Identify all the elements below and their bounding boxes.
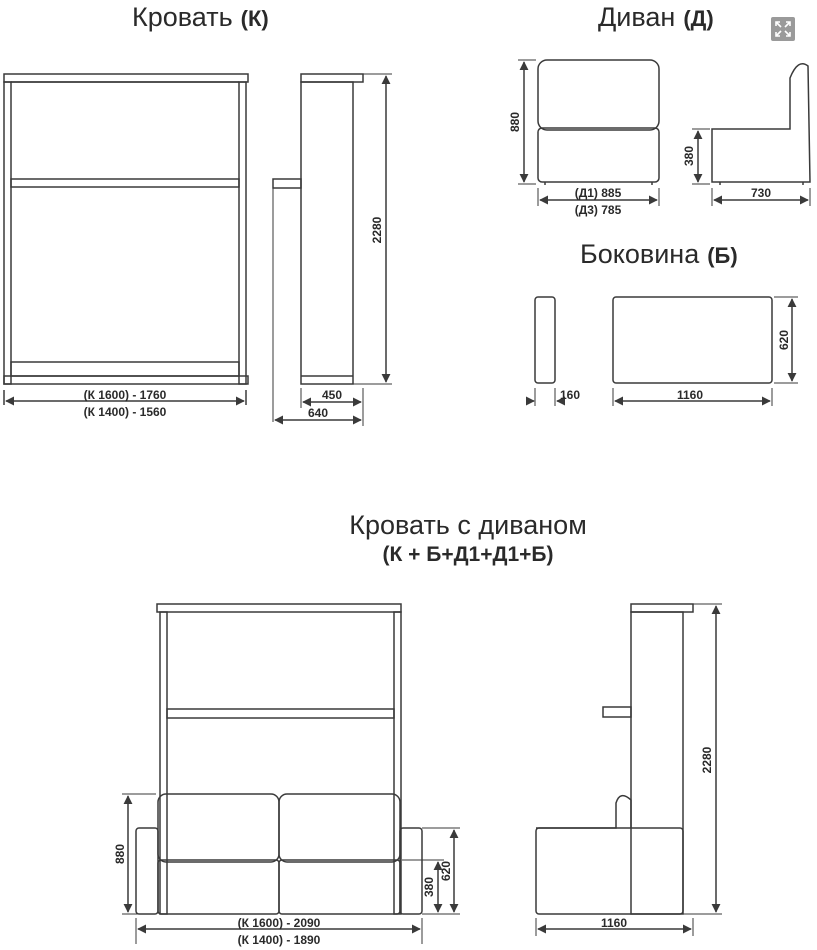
combo-width-1400-label: (К 1400) - 1890 bbox=[237, 933, 321, 947]
bed-title bbox=[132, 2, 269, 33]
combo-sofa-height-label: 880 bbox=[113, 843, 127, 865]
sofa-seat-height-label: 380 bbox=[682, 145, 696, 167]
side-panel-title bbox=[580, 239, 738, 270]
combo-side-height-label: 620 bbox=[439, 860, 453, 882]
bed-width-1600-label: (К 1600) - 1760 bbox=[83, 388, 167, 402]
combo-title-line1: Кровать с диваном bbox=[349, 510, 587, 540]
sofa-side-view bbox=[712, 64, 810, 185]
combo-seat-height-label: 380 bbox=[422, 876, 436, 898]
sofa-height-label: 880 bbox=[508, 111, 522, 133]
bed-side-view bbox=[273, 74, 363, 422]
combo-depth-label: 1160 bbox=[600, 916, 628, 930]
bed-depth-closed-label: 450 bbox=[321, 388, 343, 402]
sofa-title bbox=[598, 2, 714, 33]
bed-title-code: (К) bbox=[240, 6, 269, 31]
bed-width-1400-label: (К 1400) - 1560 bbox=[83, 405, 167, 419]
bed-height-label: 2280 bbox=[370, 216, 384, 244]
combo-width-1600-label: (К 1600) - 2090 bbox=[237, 916, 321, 930]
side-panel-title-text: Боковина bbox=[580, 239, 700, 269]
expand-button[interactable] bbox=[771, 17, 795, 41]
sofa-title-text: Диван bbox=[598, 2, 676, 32]
bed-depth-open-label: 640 bbox=[307, 406, 329, 420]
sofa-depth-label: 730 bbox=[750, 186, 772, 200]
side-panel-length-label: 1160 bbox=[676, 388, 704, 402]
bed-title-text: Кровать bbox=[132, 2, 233, 32]
sofa-title-code: (Д) bbox=[683, 6, 714, 31]
sofa-front-view bbox=[538, 60, 659, 185]
sofa-width-d1-label: (Д1) 885 bbox=[574, 186, 622, 200]
combo-title bbox=[268, 510, 668, 567]
combo-total-height-label: 2280 bbox=[700, 746, 714, 774]
side-panel-side-view bbox=[613, 297, 772, 383]
side-panel-front-view bbox=[535, 297, 555, 383]
combo-front-view bbox=[136, 604, 422, 914]
combo-title-line2: (К + Б+Д1+Д1+Б) bbox=[382, 543, 554, 566]
side-panel-height-label: 620 bbox=[777, 329, 791, 351]
expand-icon bbox=[771, 17, 795, 41]
bed-front-view bbox=[4, 74, 248, 384]
side-panel-width-label: 160 bbox=[559, 388, 581, 402]
sofa-width-d3-label: (Д3) 785 bbox=[574, 203, 622, 217]
side-panel-title-code: (Б) bbox=[707, 243, 738, 268]
combo-side-view bbox=[536, 604, 693, 914]
